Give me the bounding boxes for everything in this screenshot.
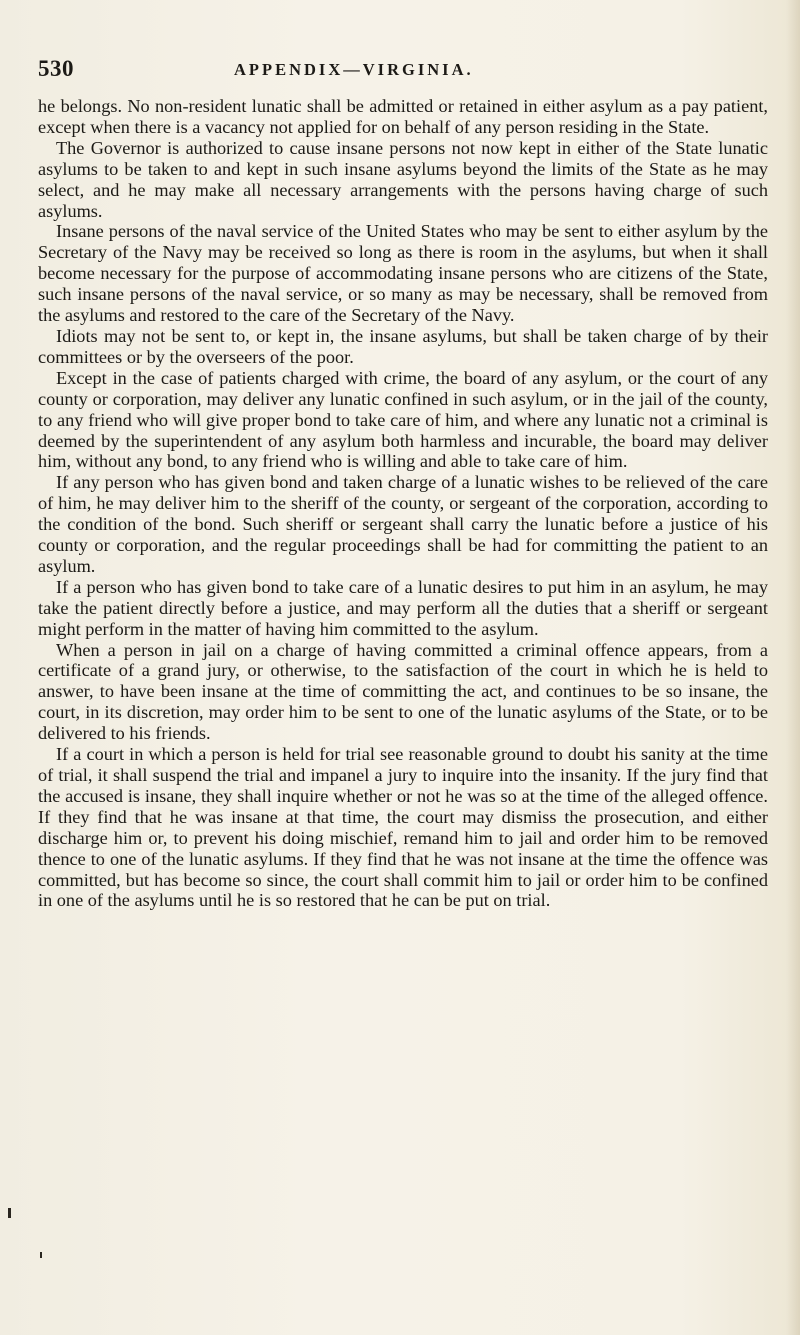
paragraph-commitment-by-bondsman: If a person who has given bond to take care of a lunatic desires to put him in an asylum, he may take the patient directly before a justice, and may perform all the duties that a sheriff or sergeant might perform in the matter of having him committed to the asylum. — [38, 576, 768, 639]
paragraph-governor: The Governor is authorized to cause insane persons not now kept in either of the State lunatic asylums to be taken to and kept in such insane asylums beyond the limits of the State as he may select, and he may make all necessary arrangements with the persons having charge of such asylums. — [38, 137, 768, 221]
paragraph-idiots: Idiots may not be sent to, or kept in, the insane asylums, but shall be taken charge of by their committees or by the overseers of the poor. — [38, 325, 768, 367]
paragraph-continued: he belongs. No non-resident lunatic shall be admitted or retained in either asylum as a pay patient, except when there is a vacancy not applied for on behalf of any person residing in the State. — [38, 96, 768, 137]
margin-mark — [8, 1208, 11, 1218]
margin-mark — [40, 1252, 42, 1258]
paragraph-relief-of-bond: If any person who has given bond and taken charge of a lunatic wishes to be relieved of the care of him, he may deliver him to the sheriff of the county, or sergeant of the corporation, according to the condition of the bond. Such sheriff or sergeant shall carry the lunatic before a justice of his county or corporation, and the regular proceedings shall be had for committing the patient to an asylum. — [38, 472, 768, 576]
page-edge-shadow — [786, 0, 800, 1335]
running-head: APPENDIX—VIRGINIA. — [234, 60, 474, 79]
paragraph-delivery-to-friend: Except in the case of patients charged with crime, the board of any asylum, or the court of any county or corporation, may deliver any lunatic confined in such asylum, or in the jail of the county, to any friend who will give proper bond to take care of him, and where any lunatic not a criminal is deemed by the superintendent of any asylum both harmless and incurable, the board may deliver him, without any bond, to any friend who is willing and able to take care of him. — [38, 367, 768, 472]
paragraph-sanity-at-trial: If a court in which a person is held for trial see reasonable ground to doubt his sanity at the time of trial, it shall suspend the trial and impanel a jury to inquire into the insanity. If the jury find that the accused is insane, they shall inquire whether or not he was so at the time of the alleged offence. If they find that he was insane at that time, the court may dismiss the prosecution, and either discharge him or, to prevent his doing mischief, remand him to jail and order him to be removed thence to one of the lunatic asylums. If they find that he was not insane at the time the offence was committed, but has become so since, the court shall commit him to jail or order him to be confined in one of the asylums until he is so restored that he can be put on trial. — [38, 744, 768, 911]
paragraph-naval-service: Insane persons of the naval service of the United States who may be sent to either asylum by the Secretary of the Navy may be received so long as there is room in the asylums, but when it shall become necessary for the purpose of accommodating insane persons who are citizens of the State, such insane persons of the naval service, or so many as may be necessary, shall be removed from the asylums and restored to the care of the Secretary of the Navy. — [38, 221, 768, 326]
page-header — [38, 56, 768, 84]
page-number: 530 — [38, 56, 74, 81]
paragraph-insane-prisoner: When a person in jail on a charge of having committed a criminal offence appears, from a certificate of a grand jury, or otherwise, to the satisfaction of the court in which he is held to answer, to have been insane at the time of committing the act, and continues to be so insane, the court, in its discretion, may order him to be sent to one of the lunatic asylums of the State, or to be delivered to his friends. — [38, 639, 768, 744]
body-text — [38, 96, 768, 911]
